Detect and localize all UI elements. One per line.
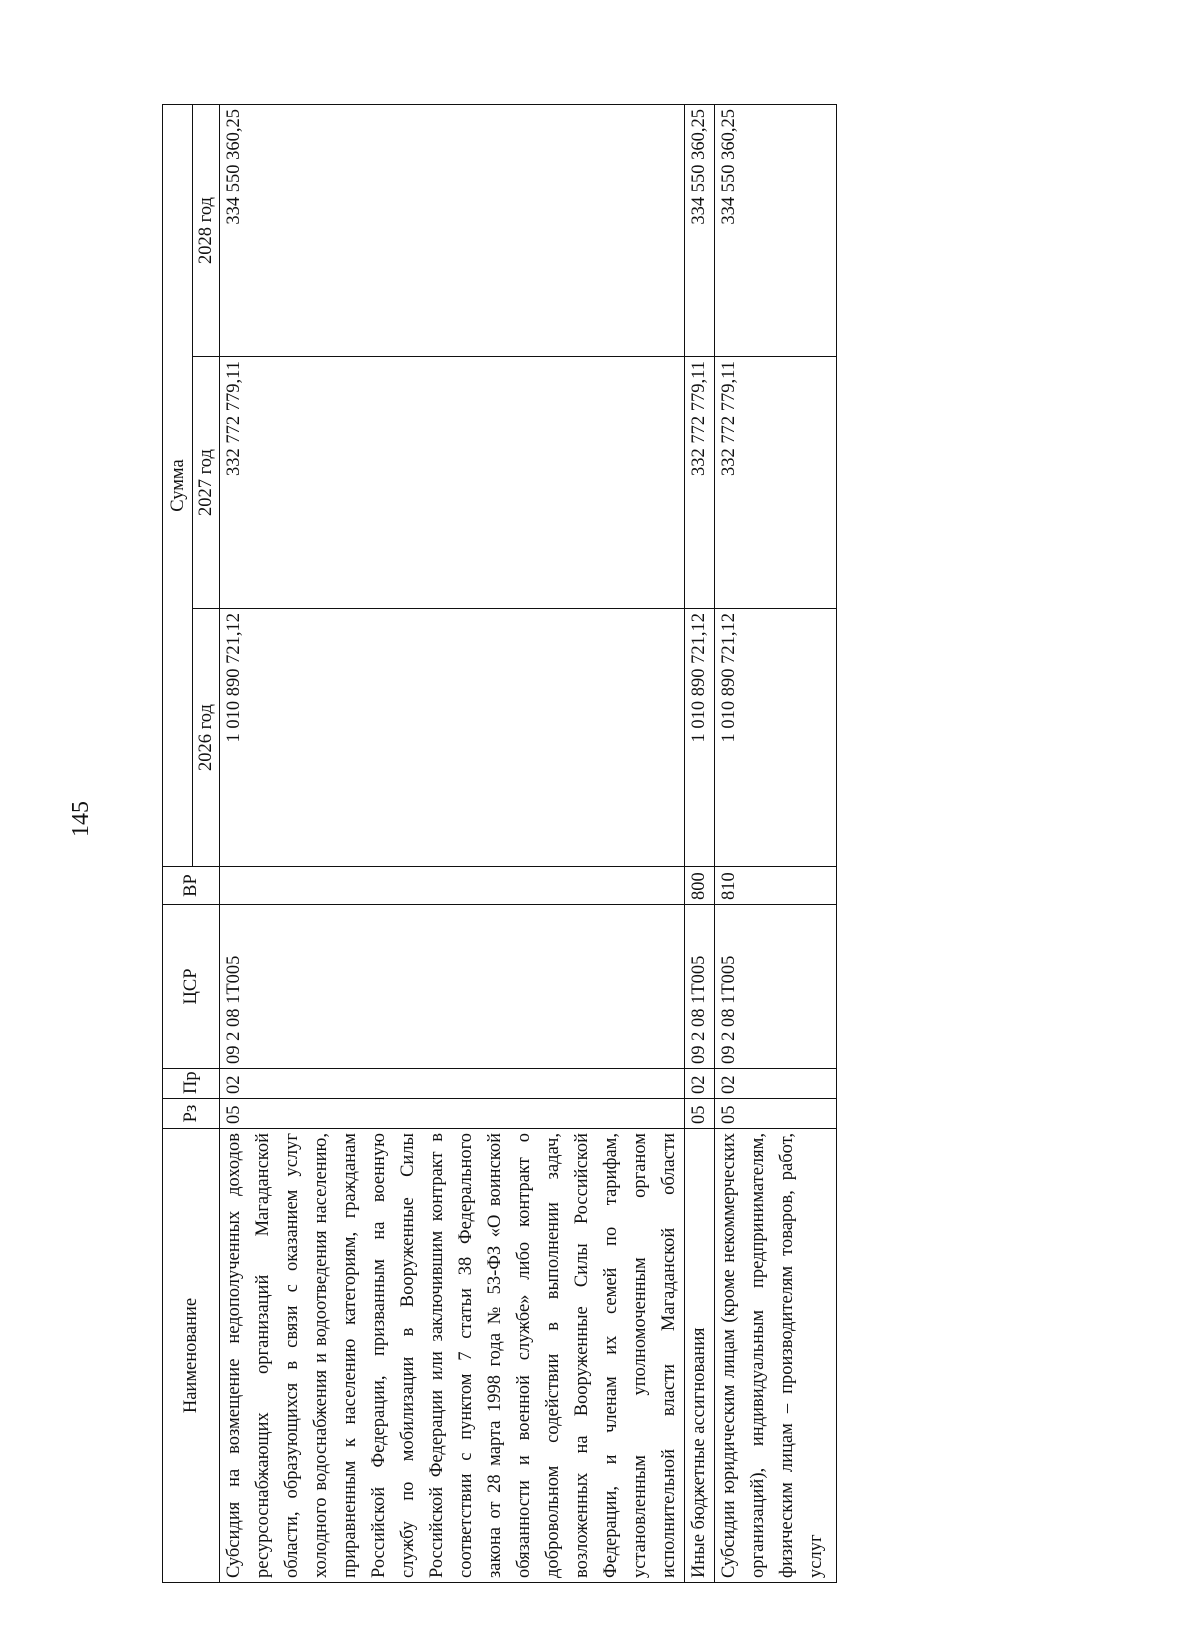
row-rz: 05: [220, 1099, 685, 1129]
row-amount-2028: 334 550 360,25: [685, 104, 715, 356]
header-sum: Сумма: [163, 104, 193, 866]
page-number: 145: [68, 801, 94, 837]
header-name: Наименование: [163, 1129, 220, 1583]
row-pr: 02: [220, 1069, 685, 1099]
row-rz: 05: [715, 1099, 837, 1129]
row-vr: 800: [685, 867, 715, 905]
header-year-2028: 2028 год: [193, 104, 220, 356]
row-pr: 02: [685, 1069, 715, 1099]
row-pr: 02: [715, 1069, 837, 1099]
row-csr: 09 2 08 1Т005: [220, 905, 685, 1069]
header-csr: ЦСР: [163, 905, 220, 1069]
row-name: Иные бюджетные ассигнования: [685, 1129, 715, 1583]
row-name: Субсидия на возмещение недополученных доходов ресурсоснабжающих организаций Магаданской области, образующихся в связи с оказанием услуг холодного водоснабжения и водоотведения населению, приравненным к населению категориям, гражданам Российской Федерации, призванным на военную службу по мобилизации в Вооруженные Силы Российской Федерации или заключившим контракт в соответствии с пунктом 7 статьи 38 Федерального закона от 28 марта 1998 года № 53-ФЗ «О воинской обязанности и военной службе» либо контракт о добровольном содействии в выполнении задач, возложенных на Вооруженные Силы Российской Федерации, и членам их семей по тарифам, установленным уполномоченным органом исполнительной власти Магаданской области: [220, 1129, 685, 1583]
row-amount-2027: 332 772 779,11: [715, 357, 837, 609]
table-row: [715, 104, 837, 1582]
header-year-2026: 2026 год: [193, 609, 220, 867]
row-amount-2028: 334 550 360,25: [715, 104, 837, 356]
row-rz: 05: [685, 1099, 715, 1129]
row-amount-2026: 1 010 890 721,12: [715, 609, 837, 867]
row-amount-2026: 1 010 890 721,12: [220, 609, 685, 867]
row-vr: 810: [715, 867, 837, 905]
row-amount-2027: 332 772 779,11: [220, 357, 685, 609]
row-amount-2026: 1 010 890 721,12: [685, 609, 715, 867]
budget-table: [162, 104, 837, 1583]
header-pr: Пр: [163, 1069, 220, 1099]
rotated-table-container: [162, 105, 826, 1583]
table-row: [685, 104, 715, 1582]
header-vr: ВР: [163, 867, 220, 905]
row-name: Субсидии юридическим лицам (кроме некоммерческих организаций), индивидуальным предпринимателям, физическим лицам – производителям товаров, работ, услуг: [715, 1129, 837, 1583]
header-year-2027: 2027 год: [193, 357, 220, 609]
header-row-top: [163, 104, 193, 1582]
row-vr: [220, 867, 685, 905]
row-amount-2027: 332 772 779,11: [685, 357, 715, 609]
header-rz: Рз: [163, 1099, 220, 1129]
table-row: [220, 104, 685, 1582]
row-csr: 09 2 08 1Т005: [685, 905, 715, 1069]
row-amount-2028: 334 550 360,25: [220, 104, 685, 356]
row-csr: 09 2 08 1Т005: [715, 905, 837, 1069]
